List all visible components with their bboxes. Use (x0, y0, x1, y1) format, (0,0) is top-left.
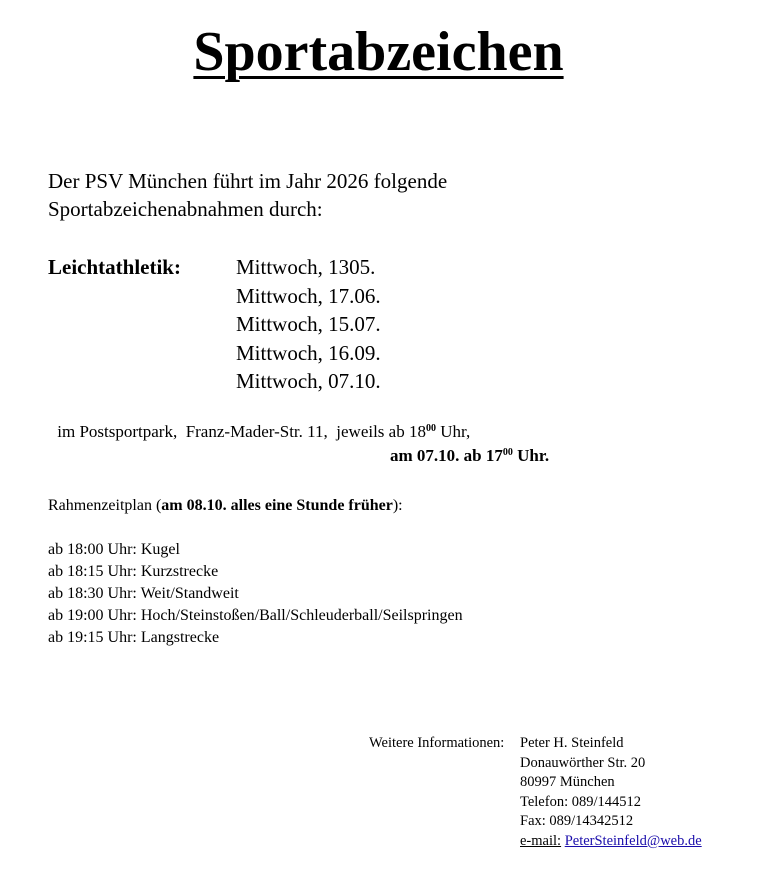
intro-line-2: Sportabzeichenabnahmen durch: (48, 197, 323, 221)
exception-sup: 00 (502, 447, 513, 458)
email-link[interactable]: PeterSteinfeld@web.de (564, 832, 702, 849)
rahmen-suffix: ): (392, 497, 403, 514)
location-exception (390, 444, 549, 468)
location-time-sup: 00 (425, 423, 436, 434)
date-item: Mittwoch, 07.10. (236, 369, 381, 393)
date-item: Mittwoch, 1305. (236, 255, 376, 279)
rahmen-prefix: Rahmenzeitplan ( (48, 497, 162, 514)
date-item: Mittwoch, 15.07. (236, 312, 381, 336)
exception-prefix: am 07.10. ab 17 (390, 446, 503, 465)
contact-city: 80997 München (520, 774, 615, 790)
leichtathletik-dates (236, 253, 381, 396)
contact-phone: Telefon: 089/144512 (520, 793, 642, 810)
contact-label: Weitere Informationen: (369, 735, 505, 751)
schedule-item: ab 19:00 Uhr: Hoch/Steinstoßen/Ball/Schleuderball/Seilspringen (48, 607, 463, 624)
rahmenzeitplan-heading (48, 495, 403, 517)
contact-email-line (520, 832, 702, 852)
email-label: e-mail: (520, 832, 562, 849)
location-line (53, 420, 470, 444)
leichtathletik-label: Leichtathletik: (48, 255, 181, 279)
schedule-list (48, 539, 463, 649)
date-item: Mittwoch, 16.09. (236, 340, 381, 365)
location-suffix: Uhr, (435, 422, 471, 441)
page-title: Sportabzeichen (193, 21, 564, 83)
contact-name: Peter H. Steinfeld (520, 735, 624, 751)
contact-street: Donauwörther Str. 20 (520, 754, 646, 771)
schedule-item: ab 18:15 Uhr: Kurzstrecke (48, 563, 219, 580)
intro-paragraph (48, 167, 708, 223)
rahmen-bold: am 08.10. alles eine Stunde früher (161, 497, 393, 514)
location-text: im Postsportpark, Franz-Mader-Str. 11, jeweils ab 18 (53, 422, 426, 441)
schedule-item: ab 18:30 Uhr: Weit/Standweit (48, 585, 239, 602)
contact-fax: Fax: 089/14342512 (520, 813, 634, 829)
schedule-item: ab 18:00 Uhr: Kugel (48, 541, 180, 558)
date-item: Mittwoch, 17.06. (236, 283, 381, 308)
intro-line-1: Der PSV München führt im Jahr 2026 folgende (48, 169, 448, 193)
schedule-item: ab 19:15 Uhr: Langstrecke (48, 629, 220, 646)
exception-suffix: Uhr. (512, 446, 550, 465)
contact-block (520, 734, 702, 851)
